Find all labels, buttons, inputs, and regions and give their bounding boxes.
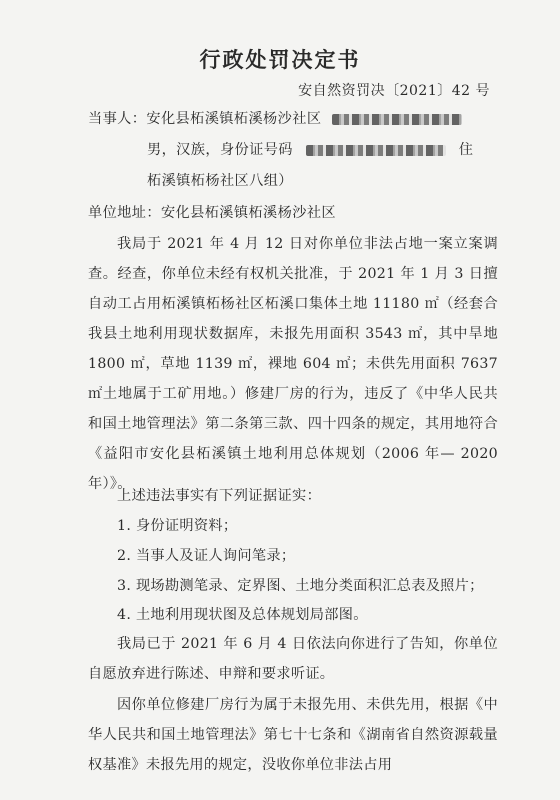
document-title: 行政处罚决定书 — [199, 47, 361, 72]
evidence-item: 2. 当事人及证人询问笔录； — [117, 548, 296, 564]
party-line-2 — [147, 141, 473, 159]
unit-address: 单位地址：安化县柘溪镇柘溪杨沙社区 — [88, 205, 336, 221]
paragraph-notice: 我局已于 2021 年 6 月 4 日依法向你进行了告知，你单位自愿放弃进行陈述、申辩和要求听证。 — [88, 636, 498, 682]
party-gender-id-label: 男，汉族，身份证号码 — [147, 142, 293, 158]
evidence-item: 1. 身份证明资料； — [117, 518, 238, 534]
redacted-id-number — [306, 145, 446, 156]
paragraph-penalty: 因你单位修建厂房行为属于未报先用、未供先用，根据《中华人民共和国土地管理法》第七十七条和《湖南省自然资源载量权基准》未报先用的规定，没收你单位非法占用 — [88, 697, 498, 773]
party-label: 当事人：安化县柘溪镇柘溪杨沙社区 — [88, 111, 322, 127]
evidence-item: 3. 现场勘测笔录、定界图、土地分类面积汇总表及照片； — [117, 578, 484, 594]
redacted-name — [332, 114, 462, 125]
evidence-item: 4. 土地利用现状图及总体规划局部图。 — [117, 607, 368, 623]
party-residence-label: 住 — [458, 142, 474, 158]
document-number: 安自然资罚决〔2021〕42 号 — [298, 83, 490, 99]
paragraph-facts: 我局于 2021 年 4 月 12 日对你单位非法占地一案立案调查。经查，你单位未经有权机关批准，于 2021 年 1 月 3 日擅自动工占用柘溪镇柘杨社区柘溪口集体土地 11180 ㎡（经套合我县土地利用现状数据库，未报先用面积 3543 ㎡，其中旱地 1800 ㎡，草地 1139 ㎡，裸地 604 ㎡；未供先用面积 7637 ㎡土地属于工矿用地。）修建厂房的行为，违反了《中华人民共和国土地管理法》第二条第三款、四十四条的规定，其用地符合《益阳市安化县柘溪镇土地利用总体规划（2006 年— 2020 年）》。 — [88, 236, 498, 492]
party-line-1 — [88, 110, 462, 128]
party-line-3: 柘溪镇柘杨社区八组） — [147, 173, 293, 189]
evidence-intro: 上述违法事实有下列证据证实： — [117, 488, 322, 504]
